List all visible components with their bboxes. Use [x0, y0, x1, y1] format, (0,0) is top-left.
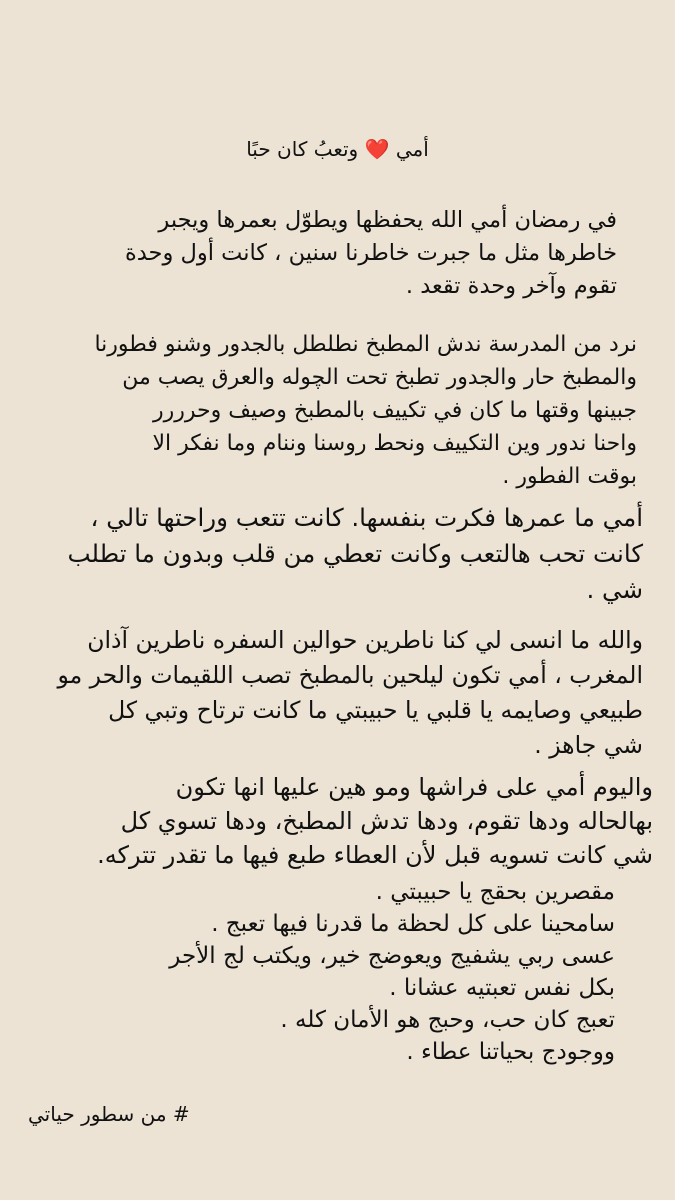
- paragraph-iftar-table: [28, 623, 643, 763]
- paragraph-line: كانت تحب هالتعب وكانت تعطي من قلب وبدون ما تطلب: [67, 539, 643, 568]
- paragraph-line: بوقت الفطور .: [502, 464, 637, 489]
- paragraph-line: نرد من المدرسة ندش المطبخ نطلطل بالجدور وشنو فطورنا: [94, 332, 637, 357]
- paragraph-line: بهالحاله ودها تقوم، ودها تدش المطبخ، ودها تسوي كل: [120, 807, 653, 835]
- paragraph-line: والله ما انسى لي كنا ناطرين حوالين السفره ناطرين آذان: [87, 626, 643, 654]
- paragraph-line: تعبج كان حب، وحبج هو الأمان كله .: [280, 1007, 615, 1033]
- paragraph-line: تقوم وآخر وحدة تقعد .: [405, 273, 617, 299]
- title-text-start: أمي: [395, 137, 429, 161]
- paragraph-line: واليوم أمي على فراشها ومو هين عليها انها تكون: [175, 773, 653, 801]
- paragraph-line: المغرب ، أمي تكون ليلحين بالمطبخ تصب اللقيمات والحر مو: [57, 661, 643, 689]
- heart-icon: ❤️: [364, 137, 390, 161]
- paragraph-line: والمطبخ حار والجدور تطبخ تحت الچوله والعرق يصب من: [122, 365, 637, 390]
- paragraph-line: شي .: [586, 575, 643, 604]
- paragraph-today: [18, 770, 653, 872]
- paragraph-line: ووجودج بحياتنا عطاء .: [406, 1039, 615, 1065]
- paragraph-line: طبيعي وصايمه يا قلبي يا حبيبتي ما كانت ترتاح وتبي كل: [108, 696, 643, 724]
- paragraph-line: شي كانت تسويه قبل لأن العطاء طبع فيها ما تقدر تتركه.: [97, 841, 653, 869]
- paragraph-line: في رمضان أمي الله يحفظها ويطوّل بعمرها ويجبر: [158, 207, 617, 233]
- paragraph-kitchen-memory: [37, 328, 637, 493]
- paragraph-line: خاطرها مثل ما جبرت خاطرنا سنين ، كانت أول وحدة: [124, 240, 617, 266]
- paragraph-ramadan-intro: [57, 204, 617, 303]
- note-title: [0, 134, 675, 164]
- paragraph-line: واحنا ندور وين التكييف ونحط روسنا وننام وما نفكر الا: [152, 431, 637, 456]
- paragraph-selfless: [28, 500, 643, 608]
- hashtag-signature: # من سطور حياتي: [28, 1102, 190, 1126]
- paragraph-line: مقصرين بحقج يا حبيبتي .: [375, 879, 615, 905]
- paragraph-line: شي جاهز .: [534, 731, 643, 759]
- paragraph-line: بكل نفس تعبتيه عشانا .: [389, 975, 615, 1001]
- paragraph-line: جبينها وقتها ما كان في تكييف بالمطبخ وصيف وحرررر: [152, 398, 637, 423]
- title-text-end: وتعبُ كان حبًا: [246, 137, 359, 161]
- paragraph-prayer: [55, 876, 615, 1068]
- paragraph-line: أمي ما عمرها فكرت بنفسها. كانت تتعب وراحتها تالي ،: [90, 503, 643, 532]
- paragraph-line: عسى ربي يشفيج ويعوضج خير، ويكتب لج الأجر: [169, 943, 615, 969]
- paragraph-line: سامحينا على كل لحظة ما قدرنا فيها تعبج .: [211, 911, 615, 937]
